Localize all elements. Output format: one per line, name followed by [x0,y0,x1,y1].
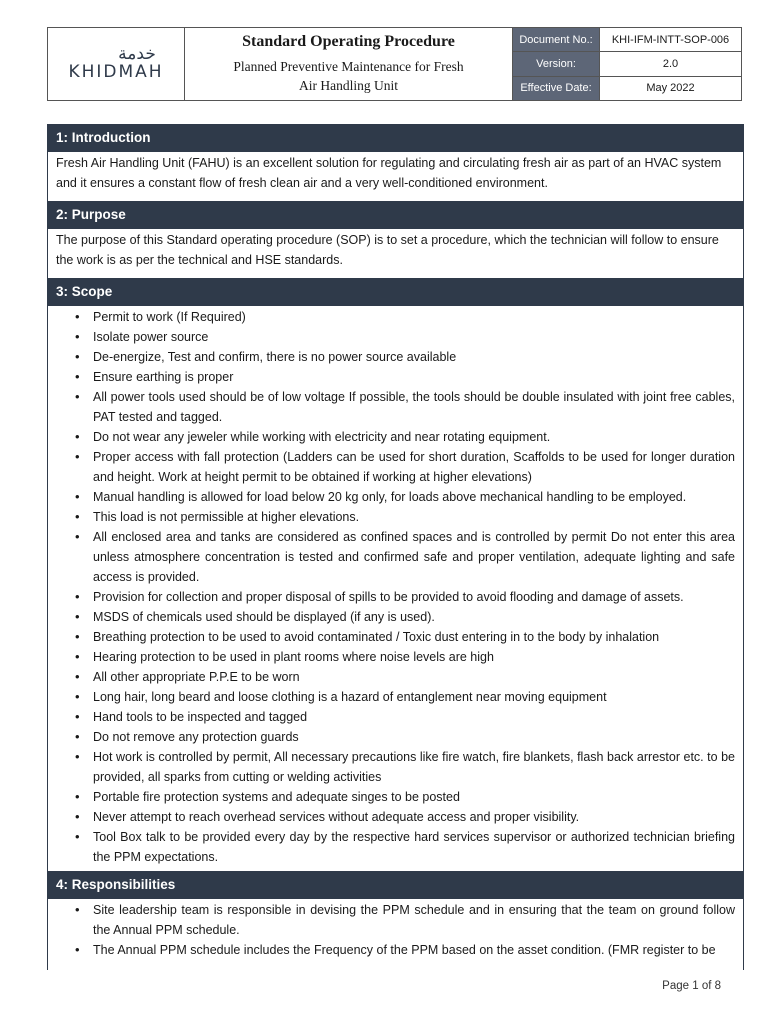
list-item: • Long hair, long beard and loose clothing is a hazard of entanglement near moving equipment [56,687,735,707]
list-item: • Permit to work (If Required) [56,307,735,327]
meta-label: Effective Date: [513,77,600,100]
document-subtitle: Planned Preventive Maintenance for Fresh Air Handling Unit [233,59,464,93]
list-item: • Hearing protection to be used in plant rooms where noise levels are high [56,647,735,667]
list-item: • The Annual PPM schedule includes the Frequency of the PPM based on the asset condition. (FMR register to be [56,940,735,960]
title-cell [185,28,513,100]
section-heading-introduction: 1: Introduction [48,124,743,152]
list-item: • Breathing protection to be used to avoid contaminated / Toxic dust entering in to the body by inhalation [56,627,735,647]
meta-row-effective-date [513,77,741,100]
list-item: • Manual handling is allowed for load below 20 kg only, for loads above mechanical handling to be employed. [56,487,735,507]
meta-value: KHI-IFM-INTT-SOP-006 [611,33,730,46]
purpose-text: The purpose of this Standard operating procedure (SOP) is to set a procedure, which the technician will follow to ensure the work is as per the technical and HSE standards. [56,233,719,267]
list-item: • Do not wear any jeweler while working with electricity and near rotating equipment. [56,427,735,447]
list-item: • All other appropriate P.P.E to be worn [56,667,735,687]
list-item: • Proper access with fall protection (Ladders can be used for short duration, Scaffolds to be used for longer duration and height. Work at height permit to be obtained if working at higher elevations) [56,447,735,487]
meta-value: May 2022 [646,82,695,95]
list-item: • Hot work is controlled by permit, All necessary precautions like fire watch, fire blankets, flash back arrestor etc. to be provided, all sparks from cutting or welding activities [56,747,735,787]
list-item: • Isolate power source [56,327,735,347]
meta-label: Document No.: [513,28,600,51]
logo-arabic-text: خدمة [118,44,156,64]
list-item: • MSDS of chemicals used should be displayed (if any is used). [56,607,735,627]
list-item: • Portable fire protection systems and adequate singes to be posted [56,787,735,807]
list-item: • Provision for collection and proper disposal of spills to be provided to avoid flooding and damage of assets. [56,587,735,607]
document-header [47,27,742,101]
list-item: • Do not remove any protection guards [56,727,735,747]
list-item: • Tool Box talk to be provided every day by the respective hard services supervisor or authorized technician briefing the PPM expectations. [56,827,735,867]
scope-list [48,306,743,871]
list-item: • Never attempt to reach overhead services without adequate access and proper visibility. [56,807,735,827]
section-heading-purpose: 2: Purpose [48,201,743,229]
logo-latin-text: KHIDMAH [68,62,164,82]
introduction-text: Fresh Air Handling Unit (FAHU) is an excellent solution for regulating and circulating fresh air as part of an HVAC system and it ensures a constant flow of fresh clean air and a very well-conditioned environment. [56,156,722,190]
meta-value: 2.0 [662,57,679,70]
meta-row-version [513,52,741,76]
section-heading-scope: 3: Scope [48,278,743,306]
document-title: Standard Operating Procedure [242,33,455,50]
page-number: Page 1 of 8 [662,980,721,992]
list-item: • All enclosed area and tanks are considered as confined spaces and is controlled by permit Do not enter this area unless atmosphere concentration is tested and confirmed safe and proper ventilation, adequate lighting and safe access is provided. [56,527,735,587]
document-body [47,124,744,970]
list-item: • Ensure earthing is proper [56,367,735,387]
list-item: • Hand tools to be inspected and tagged [56,707,735,727]
document-meta-table [513,28,741,100]
list-item: • This load is not permissible at higher elevations. [56,507,735,527]
company-logo [48,28,185,100]
meta-row-document-no [513,28,741,52]
responsibilities-list [48,899,743,964]
list-item: • Site leadership team is responsible in devising the PPM schedule and in ensuring that the team on ground follow the Annual PPM schedule. [56,900,735,940]
section-heading-responsibilities: 4: Responsibilities [48,871,743,899]
list-item: • All power tools used should be of low voltage If possible, the tools should be double insulated with joint free cables, PAT tested and tagged. [56,387,735,427]
list-item: • De-energize, Test and confirm, there is no power source available [56,347,735,367]
meta-label: Version: [513,52,600,75]
